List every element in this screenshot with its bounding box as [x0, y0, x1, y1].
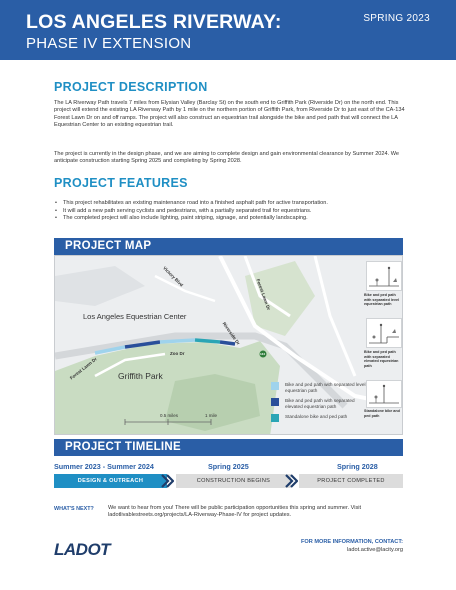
header-banner [0, 0, 456, 60]
list-item: • The completed project will also include lighting, paint striping, signage, and potentially landscaping. [54, 215, 414, 223]
cross-section-level-caption: Bike and ped path with separated level equestrian path [364, 293, 400, 307]
equestrian-center-label: Los Angeles Equestrian Center [83, 312, 187, 321]
highway-shield-label: 134 [260, 351, 266, 356]
legend-swatch-elevated [271, 398, 279, 406]
timeline-date-3: Spring 2028 [337, 462, 378, 471]
legend-label-elevated: Bike and ped path with separated elevated equestrian path [285, 398, 355, 409]
cross-section-standalone-illustration [367, 381, 401, 407]
description-heading: PROJECT DESCRIPTION [54, 80, 208, 94]
griffith-park-label: Griffith Park [118, 371, 163, 381]
features-list [54, 200, 414, 223]
cross-section-level [366, 261, 402, 291]
cross-section-elevated [366, 318, 402, 348]
description-paragraph-1: The LA Riverway Path travels 7 miles from Elysian Valley (Barclay St) on the south end to Griffith Park (Riverside Dr) on the north end. This project will extend the existing LA Riverway Path by 1 mile on the northern portion of Griffith Park, from Riverside Dr to just east of the CA-134 Forest Lawn Dr on and off ramps. The project will also construct an equestrian trail alongside the bike and ped path that will connect the LA Equestrian Center to an existing equestrian trail. [54, 100, 405, 128]
timeline-date-2: Spring 2025 [208, 462, 249, 471]
timeline-step-construction: CONSTRUCTION BEGINS [176, 474, 291, 488]
legend-label-level: Bike and ped path with separated level equestrian path [285, 382, 366, 393]
scale-mid-label: 0.5 miles [160, 413, 179, 418]
victory-blvd-label: Victory Blvd [162, 265, 185, 288]
season-label: SPRING 2023 [363, 13, 430, 24]
whats-next-text: We want to hear from you! There will be public participation opportunities this spring and summer. Visit ladotlivablestreets.org/projects/LA-Riverway-Phase-IV for project updates. [108, 505, 362, 519]
chevron-right-icon [160, 474, 174, 488]
cross-section-elevated-caption: Bike and ped path with separated elevated equestrian path [364, 350, 399, 368]
contact-email[interactable]: ladot.active@lacity.org [347, 547, 403, 553]
whats-next-label: WHAT'S NEXT? [54, 506, 94, 512]
features-heading: PROJECT FEATURES [54, 176, 188, 190]
timeline-step-design: DESIGN & OUTREACH [54, 474, 167, 488]
forest-lawn-dr-bottom-label: Forest Lawn Dr [68, 356, 98, 381]
list-item: • It will add a new path serving cyclists and pedestrians, with a partially separated trail for equestrians. [54, 208, 414, 216]
contact-label: FOR MORE INFORMATION, CONTACT: [300, 539, 403, 545]
forest-lawn-label: Forest Lawn Dr [255, 278, 272, 311]
legend-swatch-level [271, 382, 279, 390]
list-item: • This project rehabilitates an existing maintenance road into a finished asphalt path for active transportation. [54, 200, 414, 208]
project-map[interactable] [54, 255, 403, 435]
cross-section-level-illustration [367, 262, 401, 290]
timeline-step-completed: PROJECT COMPLETED [299, 474, 403, 488]
cross-section-standalone-caption: Standalone bike and ped path [364, 409, 400, 418]
riverside-dr-label: Riverside Dr [221, 321, 241, 346]
cross-section-standalone [366, 380, 402, 408]
page-title: LOS ANGELES RIVERWAY: [26, 11, 282, 33]
map-heading: PROJECT MAP [65, 240, 152, 252]
chevron-right-icon [284, 474, 298, 488]
legend-swatch-standalone [271, 414, 279, 422]
legend-label-standalone: Standalone bike and ped path [285, 414, 348, 419]
zoo-dr-label: Zoo Dr [170, 351, 185, 356]
timeline-heading-bar [54, 439, 403, 456]
ladot-logo: LADOT [54, 540, 111, 559]
map-heading-bar [54, 238, 403, 255]
timeline-date-1: Summer 2023 - Summer 2024 [54, 462, 154, 471]
cross-section-elevated-illustration [367, 319, 401, 347]
scale-end-label: 1 mile [205, 413, 218, 418]
page-subtitle: PHASE IV EXTENSION [26, 35, 192, 52]
description-paragraph-2: The project is currently in the design phase, and we are aiming to complete design and gain environmental clearance by Summer 2024. We anticipate construction starting Spring 2025 and completing by Spring 2028. [54, 151, 400, 165]
timeline-heading: PROJECT TIMELINE [65, 441, 181, 453]
